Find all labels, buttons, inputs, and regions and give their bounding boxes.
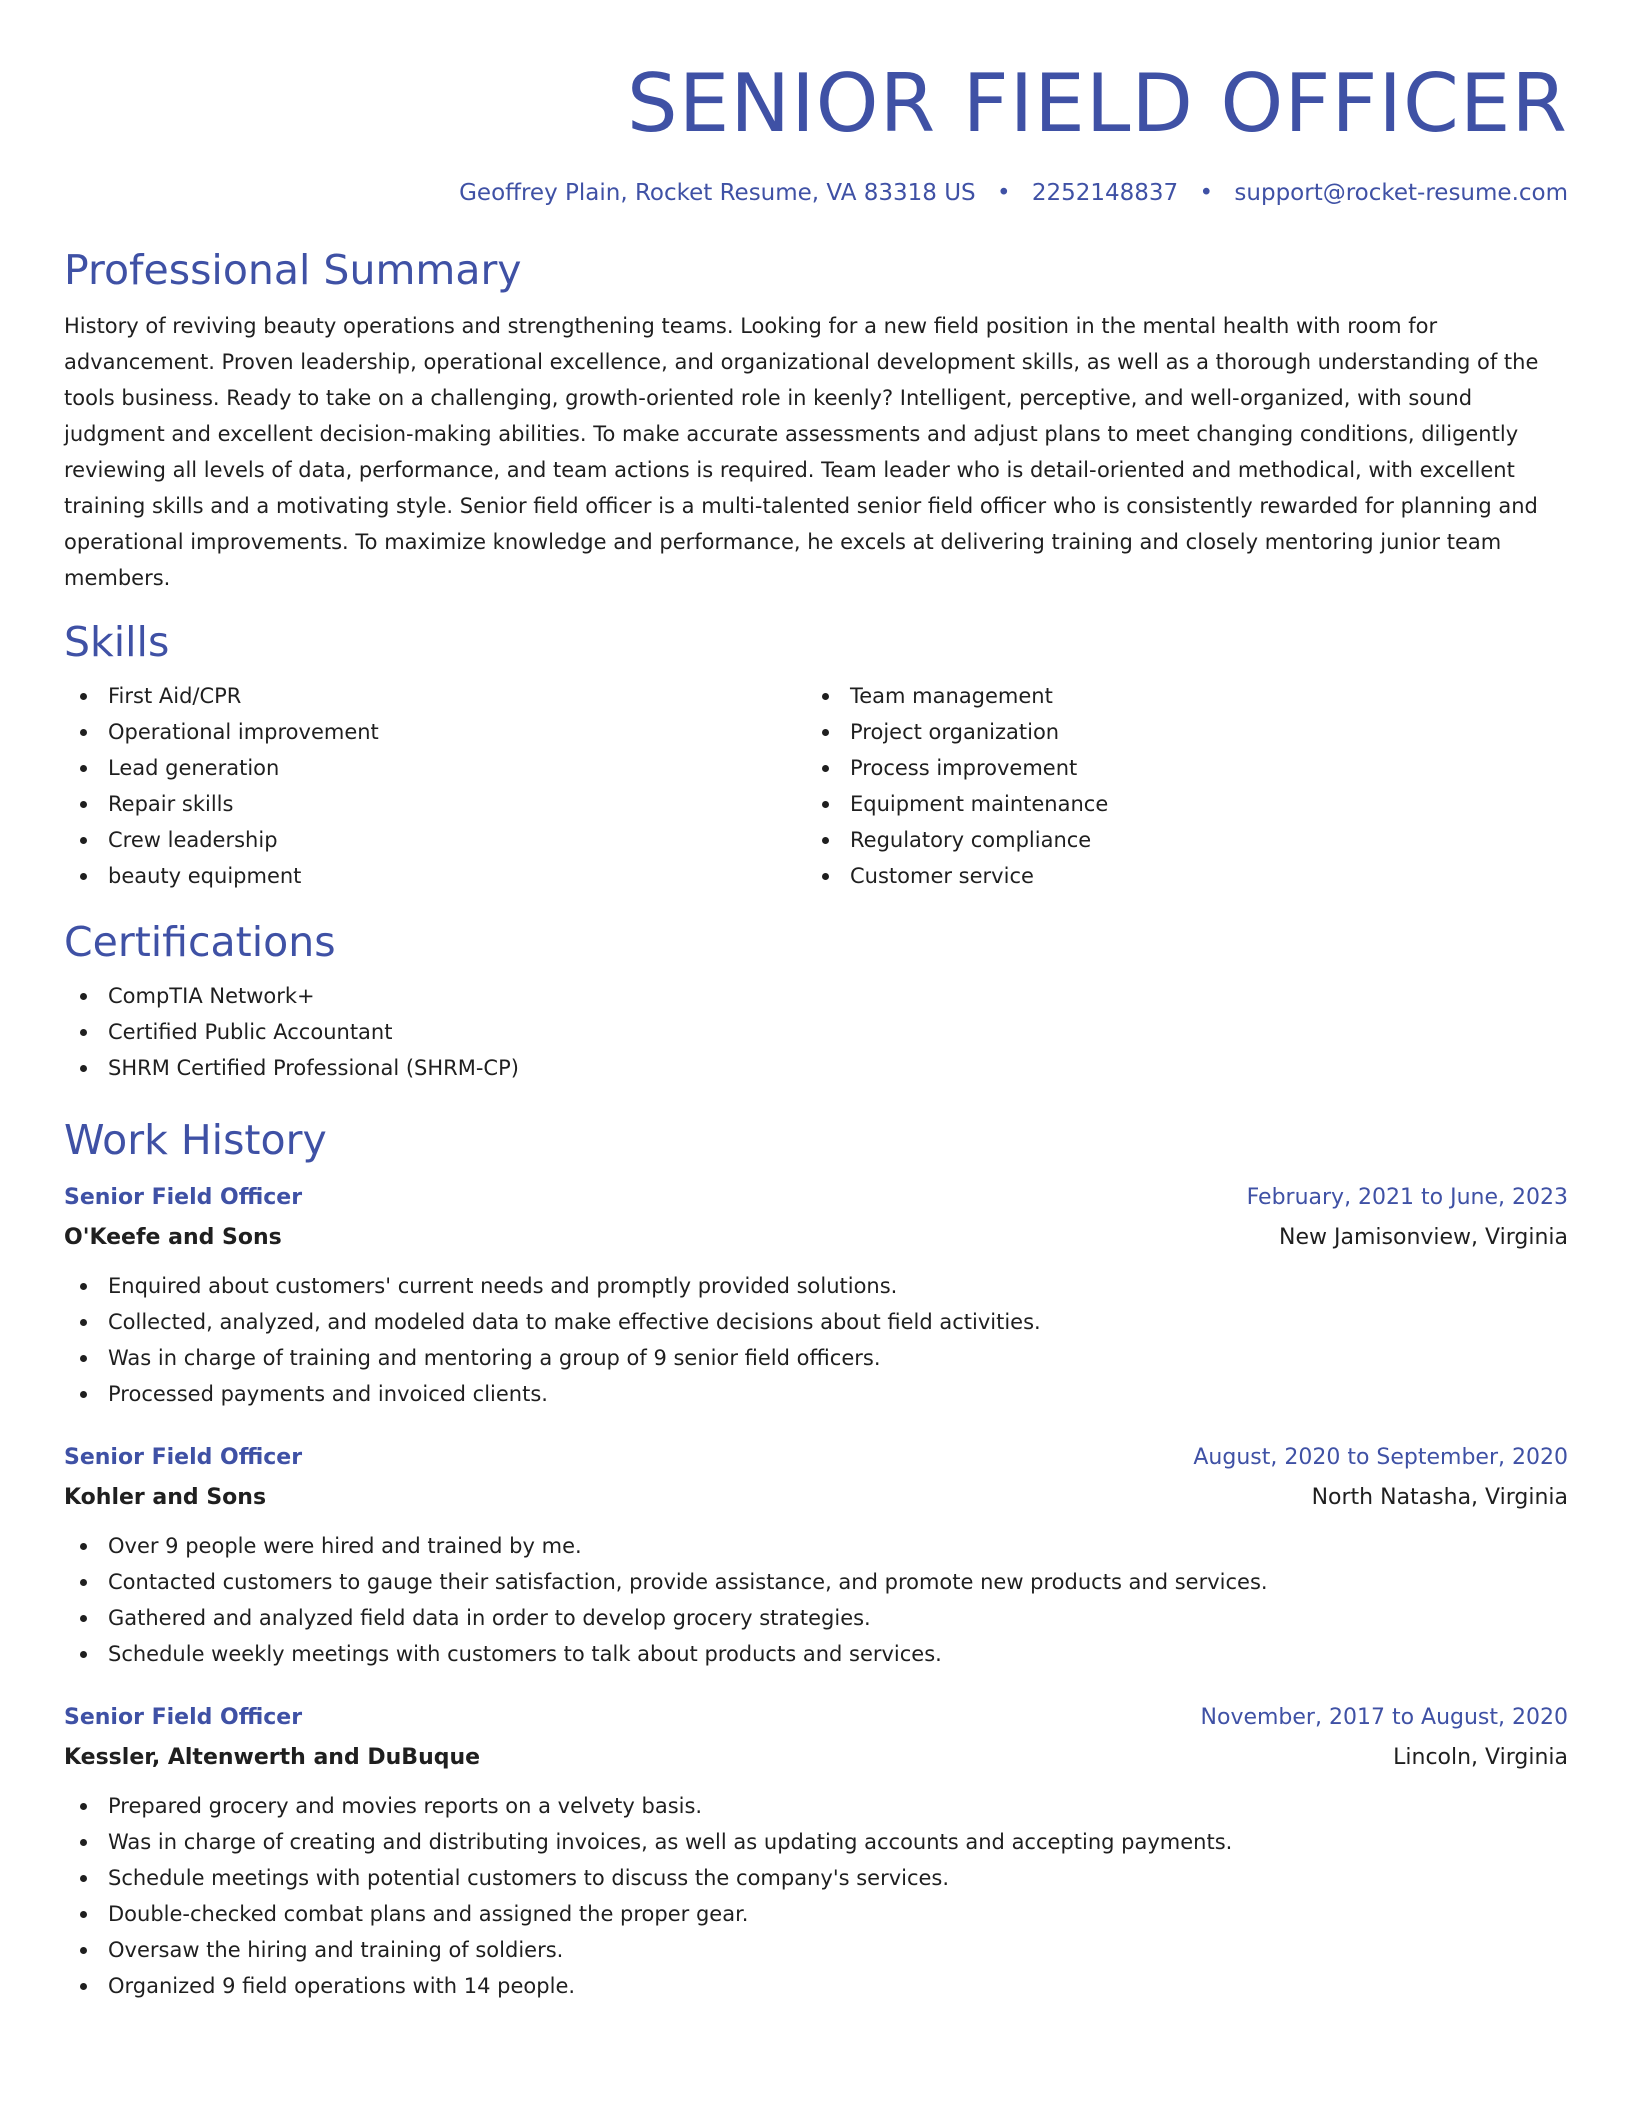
job-location: Lincoln, Virginia bbox=[1393, 1745, 1568, 1770]
job-dates: February, 2021 to June, 2023 bbox=[1246, 1185, 1568, 1210]
skill-item: Repair skills bbox=[64, 786, 806, 822]
job-bullet: Oversaw the hiring and training of soldiers. bbox=[64, 1932, 1568, 1968]
skill-item: Process improvement bbox=[806, 750, 1548, 786]
contact-separator: • bbox=[1199, 180, 1214, 206]
job-bullet-list bbox=[64, 1788, 1568, 2004]
job-title-heading: SENIOR FIELD OFFICER bbox=[626, 57, 1568, 150]
job-bullet: Over 9 people were hired and trained by me. bbox=[64, 1528, 1568, 1564]
skills-list-right bbox=[806, 678, 1548, 894]
job-header-row bbox=[64, 1698, 1568, 1738]
job-company: Kessler, Altenwerth and DuBuque bbox=[64, 1745, 481, 1770]
job-bullet: Enquired about customers' current needs and promptly provided solutions. bbox=[64, 1268, 1568, 1304]
contact-address: Geoffrey Plain, Rocket Resume, VA 83318 US bbox=[459, 180, 976, 206]
job-header-row bbox=[64, 1438, 1568, 1478]
skills-grid bbox=[64, 678, 1568, 894]
job-entry bbox=[64, 1178, 1568, 1412]
job-header-row bbox=[64, 1178, 1568, 1218]
job-entry bbox=[64, 1698, 1568, 2004]
job-location: North Natasha, Virginia bbox=[1311, 1485, 1568, 1510]
job-company-row bbox=[64, 1478, 1568, 1518]
job-bullet: Double-checked combat plans and assigned the proper gear. bbox=[64, 1896, 1568, 1932]
job-bullet: Processed payments and invoiced clients. bbox=[64, 1376, 1568, 1412]
job-bullet: Was in charge of training and mentoring a group of 9 senior field officers. bbox=[64, 1340, 1568, 1376]
skill-item: Equipment maintenance bbox=[806, 786, 1548, 822]
job-bullet: Gathered and analyzed field data in order to develop grocery strategies. bbox=[64, 1600, 1568, 1636]
skill-item: Project organization bbox=[806, 714, 1548, 750]
certification-item: CompTIA Network+ bbox=[64, 978, 1568, 1014]
job-bullet: Schedule meetings with potential customers to discuss the company's services. bbox=[64, 1860, 1568, 1896]
skill-item: Customer service bbox=[806, 858, 1548, 894]
contact-phone: 2252148837 bbox=[1031, 180, 1179, 206]
job-bullet: Prepared grocery and movies reports on a velvety basis. bbox=[64, 1788, 1568, 1824]
job-dates: November, 2017 to August, 2020 bbox=[1200, 1705, 1568, 1730]
resume-header bbox=[64, 0, 1568, 208]
job-title: Senior Field Officer bbox=[64, 1185, 303, 1210]
job-location: New Jamisonview, Virginia bbox=[1279, 1225, 1568, 1250]
skill-item: Lead generation bbox=[64, 750, 806, 786]
job-bullet: Contacted customers to gauge their satisfaction, provide assistance, and promote new products and services. bbox=[64, 1564, 1568, 1600]
skill-item: First Aid/CPR bbox=[64, 678, 806, 714]
skill-item: Operational improvement bbox=[64, 714, 806, 750]
job-bullet: Collected, analyzed, and modeled data to make effective decisions about field activities. bbox=[64, 1304, 1568, 1340]
job-dates: August, 2020 to September, 2020 bbox=[1193, 1445, 1568, 1470]
job-entry bbox=[64, 1438, 1568, 1672]
skill-item: Regulatory compliance bbox=[806, 822, 1548, 858]
certifications-list bbox=[64, 978, 1568, 1086]
certifications-section-title: Certifications bbox=[64, 918, 336, 966]
work-history-section-title: Work History bbox=[64, 1116, 327, 1164]
skills-section-title: Skills bbox=[64, 618, 170, 666]
contact-separator: • bbox=[996, 180, 1011, 206]
contact-line bbox=[64, 178, 1568, 208]
job-title: Senior Field Officer bbox=[64, 1445, 303, 1470]
certification-item: Certified Public Accountant bbox=[64, 1014, 1568, 1050]
job-title: Senior Field Officer bbox=[64, 1705, 303, 1730]
skill-item: beauty equipment bbox=[64, 858, 806, 894]
job-company: Kohler and Sons bbox=[64, 1485, 267, 1510]
job-company-row bbox=[64, 1738, 1568, 1778]
contact-email: support@rocket-resume.com bbox=[1234, 180, 1568, 206]
job-bullet: Schedule weekly meetings with customers to talk about products and services. bbox=[64, 1636, 1568, 1672]
job-bullet-list bbox=[64, 1268, 1568, 1412]
job-bullet-list bbox=[64, 1528, 1568, 1672]
skill-item: Crew leadership bbox=[64, 822, 806, 858]
job-bullet: Organized 9 field operations with 14 people. bbox=[64, 1968, 1568, 2004]
summary-text: History of reviving beauty operations and strengthening teams. Looking for a new field position in the mental health with room for advancement. Proven leadership, operational excellence, and organizational development skills, as well as a thorough understanding of the tools business. Ready to take on a challenging, growth-oriented role in keenly? Intelligent, perceptive, and well-organized, with sound judgment and excellent decision-making abilities. To make accurate assessments and adjust plans to meet changing conditions, diligently reviewing all levels of data, performance, and team actions is required. Team leader who is detail-oriented and methodical, with excellent training skills and a motivating style. Senior field officer is a multi-talented senior field officer who is consistently rewarded for planning and operational improvements. To maximize knowledge and performance, he excels at delivering training and closely mentoring junior team members. bbox=[64, 314, 1539, 590]
skills-list-left bbox=[64, 678, 806, 894]
summary-section-title: Professional Summary bbox=[64, 246, 522, 294]
job-company: O'Keefe and Sons bbox=[64, 1225, 282, 1250]
certification-item: SHRM Certified Professional (SHRM-CP) bbox=[64, 1050, 1568, 1086]
job-company-row bbox=[64, 1218, 1568, 1258]
job-bullet: Was in charge of creating and distributing invoices, as well as updating accounts and accepting payments. bbox=[64, 1824, 1568, 1860]
skill-item: Team management bbox=[806, 678, 1548, 714]
